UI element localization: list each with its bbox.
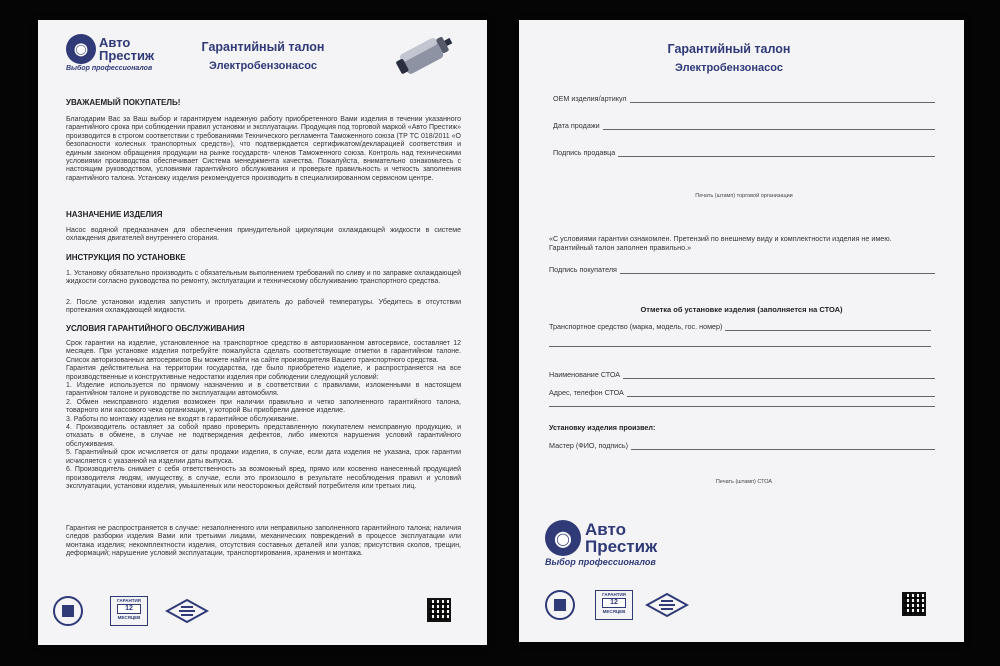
brand-logo bbox=[66, 34, 154, 72]
page-subtitle: Электробензонасос bbox=[675, 62, 783, 74]
stoa-address-label: Адрес, телефон СТОА bbox=[549, 388, 624, 397]
logo-name-bottom: Престиж bbox=[585, 537, 658, 556]
qr-code-icon bbox=[902, 592, 926, 616]
sale-date-label: Дата продажи bbox=[553, 121, 600, 130]
logo-name-bottom: Престиж bbox=[99, 48, 155, 63]
page-title: Гарантийный талон bbox=[201, 40, 325, 54]
logo-name-top: Авто bbox=[585, 520, 626, 539]
logo-slogan: Выбор профессионалов bbox=[66, 65, 153, 72]
badge-months-number: 12 bbox=[602, 598, 626, 608]
fuel-pump-image bbox=[388, 34, 460, 83]
badge-months-number: 12 bbox=[117, 604, 141, 614]
warranty-terms: Срок гарантии на изделие, установленное на транспортное средство в авторизованном автосервисе, составляет 12 месяцев. При установке изделия потребуйте пожалуйста сделать соответствующие отметки в гарантийном талоне. Список авторизованных автосервисов Вы можете найти на сайте производителя Вашего транспортного средства. Гарантия действительна на территории государства, где было приобретено изделие, и распространяется на все производственные и конструктивные недостатки изделия при соблюдении следующий условий: 1. Изделие используется по прямому назначению и в соответствии с правилами, изложенными в настоящем гарантийном талоне и руководстве по эксплуатации автомобиля. 2. Обмен неисправного изделия возможен при наличии правильно и четко заполненного гарантийного талона, товарного или кассового чека организации, у которой Вы приобрели данное изделие. 3. Работы по монтажу изделия не входят в гарантийное обслуживание. 4. Производитель оставляет за собой право проверить представленную покупателем неисправную продукцию, и отказать в обмене, в случае не подтверждения дефектов, либо имеются нарушения условий гарантийного обслуживания. 5. Гарантийный срок исчисляется от даты продажи изделия, в случае, если дата изделия не указана, срок гарантии исчисляется с указанной на изделии даты выпуска. 6. Производитель снимает с себя ответственность за возможный вред, прямо или косвенно нанесенный продукцией производителя людям, имуществу, в случае, если это произошло в результате несоблюдения правил и условий эксплуатации, установки изделия, умышленных или неосторожных действий потребителя или третьих лиц. bbox=[66, 340, 461, 490]
master-field[interactable] bbox=[549, 441, 935, 450]
warranty-badge bbox=[595, 590, 633, 620]
buyer-signature-field[interactable] bbox=[549, 265, 935, 274]
purpose-heading: НАЗНАЧЕНИЕ ИЗДЕЛИЯ bbox=[66, 210, 163, 219]
page-title: Гарантийный талон bbox=[667, 42, 791, 56]
sale-date-field[interactable] bbox=[553, 121, 935, 130]
installed-by-heading: Установку изделия произвел: bbox=[549, 423, 656, 432]
stoa-extra-line[interactable] bbox=[549, 406, 935, 407]
oem-label: ОЕМ изделия/артикул bbox=[553, 94, 627, 103]
greeting-heading: УВАЖАЕМЫЙ ПОКУПАТЕЛЬ! bbox=[66, 98, 181, 107]
seller-stamp-caption: Печать (штамп) торговой организации bbox=[695, 193, 793, 199]
intro-paragraph: Благодарим Вас за Ваш выбор и гарантируем надежную работу приобретенного Вами изделия в течении указанного гарантийного срока при соблюдении правил установки и эксплуатации. Продукция под торговой маркой «Авто Престиж» производится в строгом соответствии с требованиями Технического регламента Таможенного союза (ТР ТС 018/2011 «О безопасности колесных транспортных средств»), что подтверждается сертификатом/декларацией соответствия и единым законом обращения продукции на рынке государств- членов Таможенного союза. Контроль над техническими условиями производства обеспечивает Система менеджмента качества. Пожалуйста, внимательно ознакомьтесь с настоящим руководством, условиями гарантийного обслуживания и проверьте правильность и четкость заполнения гарантийного талона. Установку изделия рекомендуется производить в специализированном сервисном центре. bbox=[66, 116, 461, 182]
logo-emblem: ◉ bbox=[66, 34, 96, 64]
badge-top-label: ГАРАНТИЯ bbox=[117, 598, 141, 603]
oem-field[interactable] bbox=[553, 94, 935, 103]
install-step-2: 2. После установки изделия запустить и прогреть двигатель до рабочей температуры. Убедитесь в отсутствии протекания охлаждающей жидкости. bbox=[66, 299, 461, 315]
vehicle-label: Транспортное средство (марка, модель, гос. номер) bbox=[549, 322, 723, 331]
eac-mark-icon bbox=[165, 598, 209, 629]
install-heading: ИНСТРУКЦИЯ ПО УСТАНОВКЕ bbox=[66, 253, 186, 262]
buyer-signature-label: Подпись покупателя bbox=[549, 265, 617, 274]
stoa-stamp-caption: Печать (штамп) СТОА bbox=[715, 479, 773, 485]
brand-logo bbox=[545, 520, 657, 567]
stoa-name-field[interactable] bbox=[549, 370, 935, 379]
badge-bottom-label: МЕСЯЦЕВ bbox=[117, 615, 141, 620]
eac-mark-icon bbox=[645, 592, 689, 623]
master-label: Мастер (ФИО, подпись) bbox=[549, 441, 629, 450]
page-subtitle: Электробензонасос bbox=[209, 60, 317, 72]
warranty-exclusions: Гарантия не распространяется в случае: незаполненного или неправильно заполненного гарантийного талона; наличия следов разборки изделия Вами или третьими лицами, механических повреждений в процессе эксплуатации или монтажа изделия; некомплектности изделия, отсутствия составных деталей или узлов; присутствия сколов, трещин, деформаций; нарушение условий эксплуатации, транспортирования, хранения и монтажа. bbox=[66, 525, 461, 558]
logo-slogan: Выбор профессионалов bbox=[545, 557, 656, 567]
logo-name-top: Авто bbox=[99, 35, 131, 50]
warranty-badge bbox=[110, 596, 148, 626]
certification-seal-icon bbox=[53, 596, 83, 626]
qr-code-icon bbox=[427, 598, 451, 622]
logo-emblem: ◉ bbox=[545, 520, 581, 556]
warranty-heading: УСЛОВИЯ ГАРАНТИЙНОГО ОБСЛУЖИВАНИЯ bbox=[66, 324, 245, 333]
stoa-address-field[interactable] bbox=[549, 388, 935, 397]
buyer-agreement: «С условиями гарантии ознакомлен. Претензий по внешнему виду и комплектности изделия не имею. Гарантийный талон заполнен правильно.» bbox=[549, 234, 892, 252]
vehicle-field[interactable] bbox=[549, 322, 931, 331]
seller-signature-label: Подпись продавца bbox=[553, 148, 616, 157]
installation-heading: Отметка об установке изделия (заполняется на СТОА) bbox=[640, 305, 843, 314]
install-step-1: 1. Установку обязательно производить с обязательным выполнением требований по сливу и по заправке охлаждающей жидкости согласно руководства по ремонту, эксплуатации и техническому обслуживанию транспортного средства. bbox=[66, 270, 461, 286]
warranty-page-front bbox=[38, 20, 487, 645]
certification-seal-icon bbox=[545, 590, 575, 620]
badge-top-label: ГАРАНТИЯ bbox=[602, 592, 626, 597]
badge-bottom-label: МЕСЯЦЕВ bbox=[602, 609, 626, 614]
stoa-name-label: Наименование СТОА bbox=[549, 370, 621, 379]
warranty-page-back bbox=[519, 20, 964, 642]
vehicle-extra-line[interactable] bbox=[549, 346, 931, 347]
purpose-paragraph: Насос водяной предназначен для обеспечения принудительной циркуляции охлаждающей жидкости в системе охлаждения двигателей внутреннего сгорания. bbox=[66, 227, 461, 243]
seller-signature-field[interactable] bbox=[553, 148, 935, 157]
